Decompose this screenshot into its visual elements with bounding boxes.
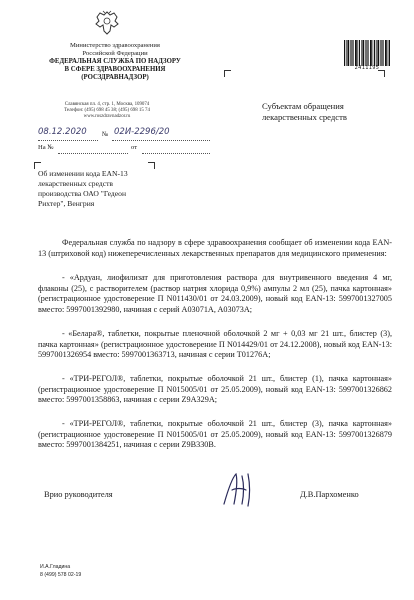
ministry-name-line1: Министерство здравоохранения xyxy=(70,42,160,49)
reg-number: 02И-2296/20 xyxy=(114,127,170,137)
address-line: Славянская пл. 4, стр. 1, Москва, 109074 xyxy=(64,102,150,107)
letterhead xyxy=(40,42,190,82)
recipient-corner-tl xyxy=(224,70,231,77)
ref-number-line xyxy=(58,152,128,154)
service-name-line2: В СФЕРЕ ЗДРАВООХРАНЕНИЯ xyxy=(64,66,166,73)
body-item-arduan: - «Ардуан, лиофилизат для приготовления раствора для внутривенного введения 4 мг, флаконы (25), с растворителем (раствор натрия хлорида 0,9%) ампулы 2 мл (25), пачка картонная» (регистрационное удостоверение П N011430/01 от 24.03.2009), новый код EAN-13: 5997001327005 вместо: 5997001392980, начиная с серий A03071A, A03073A; xyxy=(38,273,392,315)
executor-block xyxy=(40,564,81,579)
body-item-tri-regol-1: - «ТРИ-РЕГОЛ®, таблетки, покрытые оболочкой 21 шт., блистер (1), пачка картонная» (регистрационное удостоверение П N015005/01 от 25.05.2009), новый код EAN-13: 5997001326862 вместо: 5997001358863, начиная с серии Z9A329A; xyxy=(38,374,392,405)
website-line: www.roszdravnadzor.ru xyxy=(83,114,131,120)
recipient-block xyxy=(262,101,347,122)
recipient-line2: лекарственных средств xyxy=(262,111,347,122)
subject-line4: Рихтер", Венгрия xyxy=(38,199,95,208)
body-item-tri-regol-3: - «ТРИ-РЕГОЛ®, таблетки, покрытые оболочкой 21 шт., блистер (3), пачка картонная» (регистрационное удостоверение П N015005/01 от 25.05.2009), новый код EAN-13: 5997001326879 вместо: 5997001384251, начиная с серии Z9B330B. xyxy=(38,419,392,450)
ref-from-label: от xyxy=(131,144,138,151)
ministry-name-line2: Российской Федерации xyxy=(82,50,148,57)
barcode-icon xyxy=(344,40,390,66)
signer-name: Д.В.Пархоменко xyxy=(300,490,359,499)
executor-name: И.А.Гладина xyxy=(40,564,71,570)
phone-line: Телефон: (495) 698 45 38; (495) 698 15 74 xyxy=(64,108,150,114)
handwritten-signature-icon xyxy=(218,470,258,508)
address-block xyxy=(52,102,162,121)
ref-number-prefix: На № xyxy=(38,144,54,151)
body-item-belara: - «Белара®, таблетки, покрытые пленочной оболочкой 2 мг + 0,03 мг 21 шт., блистер (3), пачка картонная» (регистрационное удостоверение П N014429/01 от 24.12.2008), новый код EAN-13: 5997001326954 вместо: 5997001363713, начиная с серии T01276A; xyxy=(38,329,392,360)
service-name-line1: ФЕДЕРАЛЬНАЯ СЛУЖБА ПО НАДЗОРУ xyxy=(49,58,181,65)
body-intro: Федеральная служба по надзору в сфере здравоохранения сообщает об изменении кода EAN-13 (штриховой код) нижеперечисленных лекарственных препаратов для медицинского применения: xyxy=(38,238,392,258)
barcode-number: 2411195 xyxy=(354,65,380,71)
recipient-line1: Субъектам обращения xyxy=(262,101,344,111)
signer-position: Врио руководителя xyxy=(44,490,113,499)
reg-date: 08.12.2020 xyxy=(38,127,87,137)
coat-of-arms-icon xyxy=(92,9,122,37)
ref-date-line xyxy=(142,152,210,154)
subject-line2: лекарственных средств xyxy=(38,179,114,188)
subject-corner-tr xyxy=(148,162,155,169)
executor-phone: 8 (499) 578 02-19 xyxy=(40,571,82,578)
service-name-line3: (РОСЗДРАВНАДЗОР) xyxy=(81,74,149,81)
subject-line1: Об изменении кода EAN-13 xyxy=(38,169,128,178)
recipient-corner-tr xyxy=(378,70,385,77)
subject-line3: производства ОАО "Гедеон xyxy=(38,189,127,198)
subject-block xyxy=(38,169,128,209)
subject-corner-tl xyxy=(34,162,41,169)
reg-number-prefix: № xyxy=(102,131,109,138)
